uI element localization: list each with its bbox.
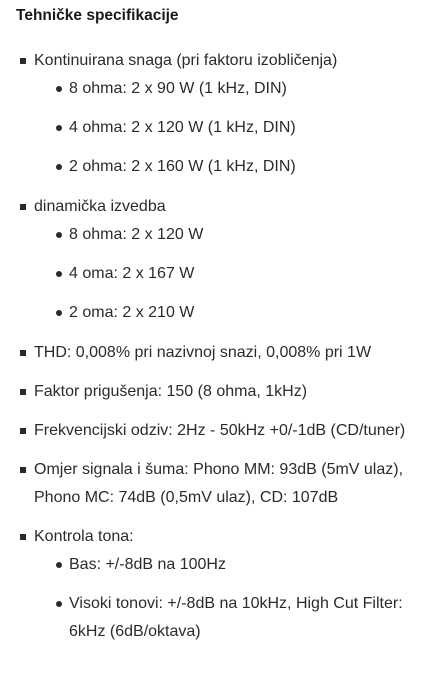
spec-item-label: THD: 0,008% pri nazivnoj snazi, 0,008% pri 1W — [34, 344, 372, 361]
spec-item-tone-control — [0, 523, 422, 646]
sub-item: 8 ohma: 2 x 90 W (1 kHz, DIN) — [34, 75, 414, 103]
spec-item-label: Kontinuirana snaga (pri faktoru izobličenja) — [34, 52, 338, 69]
spec-item-label: Frekvencijski odziv: 2Hz - 50kHz +0/-1dB (CD/tuner) — [34, 422, 406, 439]
sub-item: Visoki tonovi: +/-8dB na 10kHz, High Cut Filter: 6kHz (6dB/oktava) — [34, 590, 414, 646]
sub-item: 4 ohma: 2 x 120 W (1 kHz, DIN) — [34, 114, 414, 142]
sub-list — [34, 75, 414, 181]
spec-item-label: Omjer signala i šuma: Phono MM: 93dB (5mV ulaz), Phono MC: 74dB (0,5mV ulaz), CD: 107dB — [34, 461, 404, 506]
spec-item-damping-factor — [0, 378, 422, 406]
spec-list — [0, 47, 422, 658]
sub-item: 4 oma: 2 x 167 W — [34, 260, 414, 288]
spec-item-label: Kontrola tona: — [34, 528, 134, 545]
sub-item: 2 ohma: 2 x 160 W (1 kHz, DIN) — [34, 153, 414, 181]
spec-item-frequency-response — [0, 417, 422, 445]
sub-item: Bas: +/-8dB na 100Hz — [34, 551, 414, 579]
spec-item-thd — [0, 339, 422, 367]
spec-item-label: Faktor prigušenja: 150 (8 ohma, 1kHz) — [34, 383, 308, 400]
sub-list — [34, 551, 414, 646]
page-title: Tehničke specifikacije — [16, 7, 179, 24]
spec-item-continuous-power — [0, 47, 422, 181]
sub-item: 2 oma: 2 x 210 W — [34, 299, 414, 327]
spec-item-dynamic-power — [0, 193, 422, 327]
sub-list — [34, 221, 414, 327]
spec-item-label: dinamička izvedba — [34, 198, 166, 215]
spec-item-signal-to-noise — [0, 456, 422, 512]
sub-item: 8 ohma: 2 x 120 W — [34, 221, 414, 249]
